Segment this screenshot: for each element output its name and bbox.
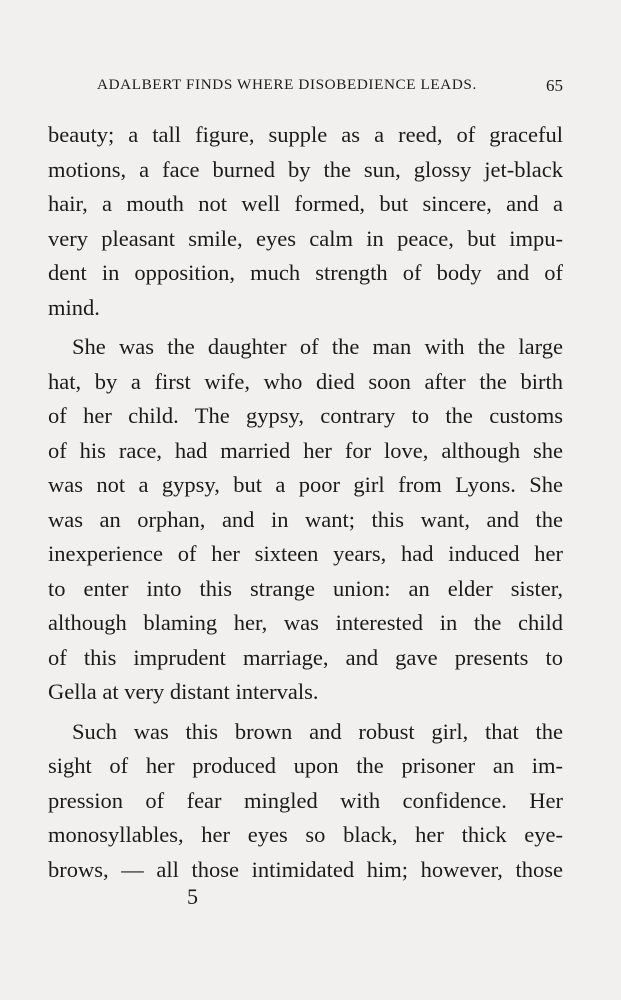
text-line: was not a gypsy, but a poor girl from Lyons. She (48, 472, 563, 497)
text-line: very pleasant smile, eyes calm in peace, but impu- (48, 225, 563, 251)
text-line: of her child. The gypsy, contrary to the customs (48, 403, 563, 428)
text-line: monosyllables, her eyes so black, her thick eye- (48, 822, 563, 847)
text-line: beauty; a tall figure, supple as a reed, of graceful (48, 122, 563, 147)
text-line: sight of her produced upon the prisoner an im- (48, 753, 563, 778)
body-text (48, 118, 563, 887)
text-line: hat, by a first wife, who died soon after the birth (48, 368, 563, 394)
text-line: hair, a mouth not well formed, but sincere, and a (48, 191, 563, 216)
text-line: dent in opposition, much strength of body and of (48, 260, 563, 285)
text-line: although blaming her, was interested in the child (48, 610, 563, 635)
running-head-title: ADALBERT FINDS WHERE DISOBEDIENCE LEADS. (97, 76, 477, 93)
text-line: Such was this brown and robust girl, that the (72, 718, 563, 744)
text-line: pression of fear mingled with confidence. Her (48, 787, 563, 813)
text-line: inexperience of her sixteen years, had induced her (48, 541, 563, 566)
page-number: 65 (546, 76, 563, 95)
running-head (97, 76, 563, 98)
text-line: brows, — all those intimidated him; however, those (48, 856, 563, 882)
text-line: motions, a face burned by the sun, glossy jet-black (48, 156, 563, 182)
text-line: to enter into this strange union: an elder sister, (48, 575, 563, 601)
text-line: of his race, had married her for love, although she (48, 437, 563, 463)
signature-mark: 5 (187, 884, 198, 909)
text-line: was an orphan, and in want; this want, and the (48, 506, 563, 532)
text-line: mind. (48, 294, 100, 320)
text-line: of this imprudent marriage, and gave presents to (48, 644, 563, 670)
text-line: She was the daughter of the man with the large (72, 334, 563, 359)
text-line: Gella at very distant intervals. (48, 679, 319, 704)
